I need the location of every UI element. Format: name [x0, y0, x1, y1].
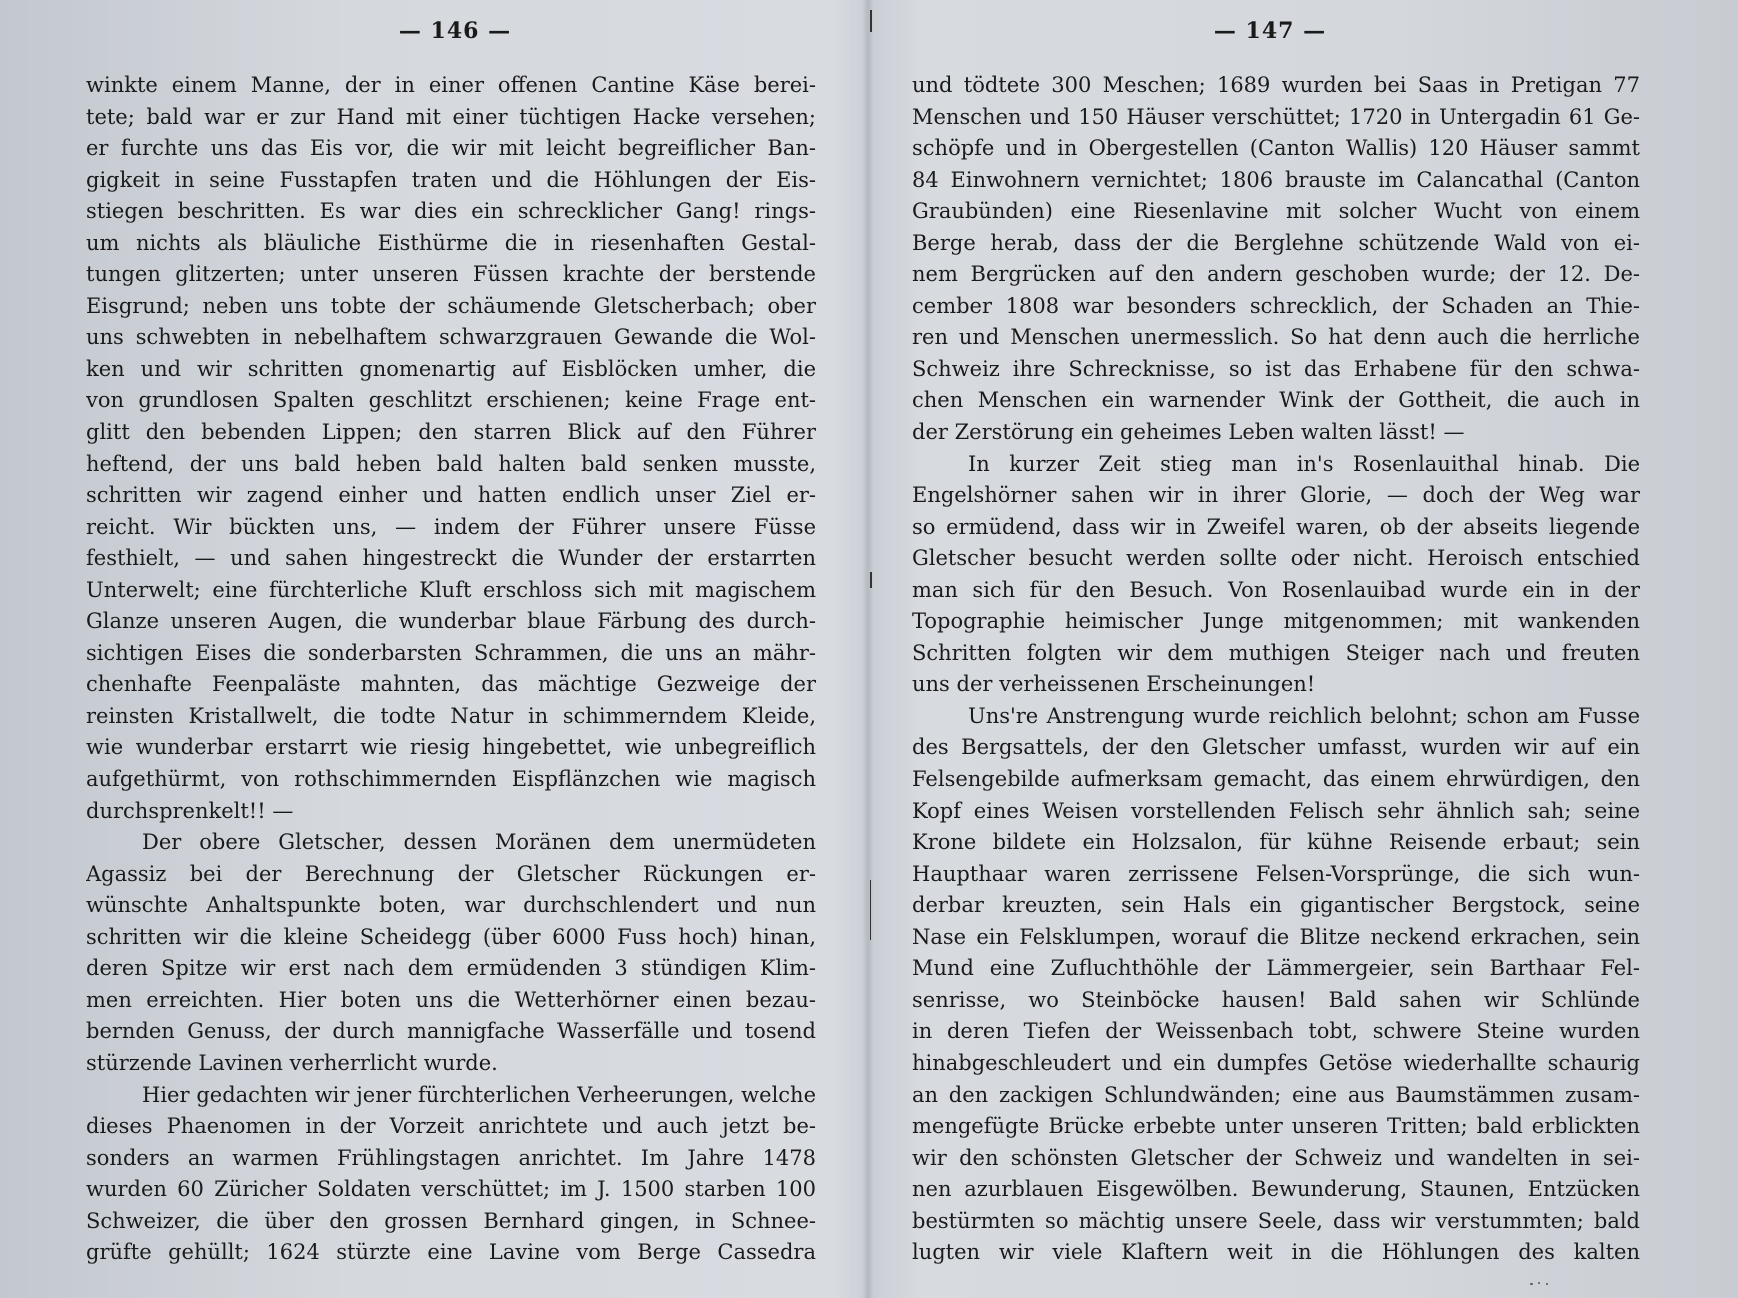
text-line: Der obere Gletscher, dessen Moränen dem unermüdeten	[142, 830, 816, 855]
text-line: Gletscher besucht werden sollte oder nicht. Heroisch entschied	[912, 546, 1640, 571]
text-line: aufgethürmt, von rothschimmernden Eispflänzchen wie magisch	[86, 767, 816, 792]
text-line: Mund eine Zufluchthöhle der Lämmergeier, sein Barthaar Fel-	[912, 956, 1640, 981]
left-page-text	[86, 70, 816, 1269]
text-line: chenhafte Feenpaläste mahnten, das mächtige Gezweige der	[86, 672, 816, 697]
text-line: wir den schönsten Gletscher der Schweiz und wandelten in sei-	[912, 1145, 1640, 1170]
text-line: ren und Menschen unermesslich. So hat denn auch die herrliche	[912, 325, 1640, 350]
text-line: mengefügte Brücke erbebte unter unseren Tritten; bald erblickten	[912, 1114, 1640, 1139]
text-line: uns schwebten in nebelhaftem schwarzgrauen Gewande die Wol-	[86, 325, 816, 350]
text-line: tete; bald war er zur Hand mit einer tüchtigen Hacke versehen;	[86, 104, 816, 129]
text-line: uns der verheissenen Erscheinungen!	[912, 672, 1316, 697]
text-line: men erreichten. Hier boten uns die Wetterhörner einen bezau-	[86, 987, 816, 1012]
text-line: Nase ein Felsklumpen, worauf die Blitze neckend erkrachen, sein	[912, 924, 1640, 949]
text-line: wurden 60 Züricher Soldaten verschüttet; im J. 1500 starben 100	[86, 1177, 816, 1202]
text-line: Hier gedachten wir jener fürchterlichen Verheerungen, welche	[142, 1082, 816, 1107]
text-line: schritten wir zagend einher und hatten endlich unser Ziel er-	[86, 483, 816, 508]
text-line: Eisgrund; neben uns tobte der schäumende Gletscherbach; ober	[86, 293, 816, 318]
text-line: gigkeit in seine Fusstapfen traten und die Höhlungen der Eis-	[86, 167, 816, 192]
text-line: Schritten folgten wir dem muthigen Steiger nach und freuten	[912, 640, 1640, 665]
text-line: senrisse, wo Steinböcke hausen! Bald sahen wir Schlünde	[912, 987, 1640, 1012]
text-line: der Zerstörung ein geheimes Leben walten lässt! —	[912, 420, 1465, 445]
text-line: Felsengebilde aufmerksam gemacht, das einem ehrwürdigen, den	[912, 767, 1640, 792]
text-line: man sich für den Besuch. Von Rosenlauibad wurde ein in der	[912, 577, 1640, 602]
text-line: Schweiz ihre Schrecknisse, so ist das Erhabene für den schwa-	[912, 356, 1640, 381]
text-line: tungen glitzerten; unter unseren Füssen krachte der berstende	[86, 262, 816, 287]
text-line: lugten wir viele Klaftern weit in die Höhlungen des kalten	[912, 1240, 1640, 1265]
text-line: durchsprenkelt!! —	[86, 798, 294, 823]
text-line: Glanze unseren Augen, die wunderbar blaue Färbung des durch-	[86, 609, 816, 634]
text-line: reicht. Wir bückten uns, — indem der Führer unsere Füsse	[86, 514, 816, 539]
text-line: in deren Tiefen der Weissenbach tobt, schwere Steine wurden	[912, 1019, 1640, 1044]
text-line: Graubünden) eine Riesenlavine mit solcher Wucht von einem	[912, 199, 1640, 224]
text-line: Uns're Anstrengung wurde reichlich belohnt; schon am Fusse	[968, 703, 1640, 728]
text-line: festhielt, — und sahen hingestreckt die Wunder der erstarrten	[86, 546, 816, 571]
text-line: Haupthaar waren zerrissene Felsen-Vorsprünge, die sich wun-	[912, 861, 1640, 886]
text-line: sonders an warmen Frühlingstagen anrichtet. Im Jahre 1478	[86, 1145, 816, 1170]
text-line: winkte einem Manne, der in einer offenen Cantine Käse berei-	[86, 73, 816, 97]
text-line: Unterwelt; eine fürchterliche Kluft erschloss sich mit magischem	[86, 577, 816, 602]
text-line: reinsten Kristallwelt, die todte Natur in schimmerndem Kleide,	[86, 703, 816, 728]
text-line: Engelshörner sahen wir in ihrer Glorie, — doch der Weg war	[912, 483, 1640, 508]
text-line: ken und wir schritten gnomenartig auf Eisblöcken umher, die	[86, 356, 816, 381]
text-line: stürzende Lavinen verherrlicht wurde.	[86, 1050, 498, 1075]
text-line: so ermüdend, dass wir in Zweifel waren, ob der abseits liegende	[912, 514, 1640, 539]
text-line: Berge herab, dass der die Berglehne schützende Wald von ei-	[912, 230, 1640, 255]
text-line: an den zackigen Schlundwänden; eine aus Baumstämmen zusam-	[912, 1082, 1640, 1107]
text-line: cember 1808 war besonders schrecklich, der Schaden an Thie-	[912, 293, 1640, 318]
text-line: nen azurblauen Eisgewölben. Bewunderung, Staunen, Entzücken	[912, 1177, 1640, 1202]
text-line: Krone bildete ein Holzsalon, für kühne Reisende erbaut; sein	[912, 830, 1640, 855]
left-page-number: — 146 —	[398, 18, 512, 44]
text-line: hinabgeschleudert und ein dumpfes Getöse wiederhallte schaurig	[912, 1050, 1640, 1075]
text-line: 84 Einwohnern vernichtet; 1806 brauste im Calancathal (Canton	[912, 167, 1640, 192]
text-line: deren Spitze wir erst nach dem ermüdenden 3 stündigen Klim-	[86, 956, 816, 981]
text-line: chen Menschen ein warnender Wink der Gottheit, die auch in	[912, 388, 1640, 413]
text-line: heftend, der uns bald heben bald halten bald senken musste,	[86, 451, 816, 476]
text-line: schritten wir die kleine Scheidegg (über 6000 Fuss hoch) hinan,	[86, 924, 816, 949]
ink-speck	[1538, 1282, 1540, 1284]
ink-speck	[1530, 1283, 1533, 1285]
text-line: nem Bergrücken auf den andern geschoben wurde; der 12. De-	[912, 262, 1640, 287]
text-line: sichtigen Eises die sonderbarsten Schrammen, die uns an mähr-	[86, 640, 816, 665]
text-line: Kopf eines Weisen vorstellenden Felisch sehr ähnlich sah; seine	[912, 798, 1640, 823]
text-line: um nichts als bläuliche Eisthürme die in riesenhaften Gestal-	[86, 230, 816, 255]
text-line: In kurzer Zeit stieg man in's Rosenlauithal hinab. Die	[968, 451, 1640, 476]
text-line: bestürmten so mächtig unsere Seele, dass wir verstummten; bald	[912, 1208, 1640, 1233]
text-line: schöpfe und in Obergestellen (Canton Wallis) 120 Häuser sammt	[912, 136, 1640, 161]
text-line: stiegen beschritten. Es war dies ein schrecklicher Gang! rings-	[86, 199, 816, 224]
text-line: grüfte gehüllt; 1624 stürzte eine Lavine vom Berge Cassedra	[86, 1240, 816, 1265]
text-line: derbar kreuzten, sein Hals ein gigantischer Bergstock, seine	[912, 893, 1640, 918]
text-line: glitt den bebenden Lippen; den starren Blick auf den Führer	[86, 420, 816, 445]
right-page	[868, 0, 1738, 1298]
text-line: Schweizer, die über den grossen Bernhard gingen, in Schnee-	[86, 1208, 816, 1233]
text-line: er furchte uns das Eis vor, die wir mit leicht begreiflicher Ban-	[86, 136, 816, 161]
text-line: dieses Phaenomen in der Vorzeit anrichtete und auch jetzt be-	[86, 1114, 816, 1139]
ink-speck	[1546, 1283, 1548, 1285]
right-page-number: — 147 —	[1213, 18, 1327, 44]
text-line: Agassiz bei der Berechnung der Gletscher Rückungen er-	[86, 861, 816, 886]
text-line: Topographie heimischer Junge mitgenommen; mit wankenden	[912, 609, 1640, 634]
text-line: Menschen und 150 Häuser verschüttet; 1720 in Untergadin 61 Ge-	[912, 104, 1640, 129]
left-page	[0, 0, 868, 1298]
text-line: wie wunderbar erstarrt wie riesig hingebettet, wie unbegreiflich	[86, 735, 816, 760]
right-page-text	[912, 70, 1640, 1269]
text-line: von grundlosen Spalten geschlitzt erschienen; keine Frage ent-	[86, 388, 816, 413]
text-line: wünschte Anhaltspunkte boten, war durchschlendert und nun	[86, 893, 816, 918]
text-line: bernden Genuss, der durch mannigfache Wasserfälle und tosend	[86, 1019, 816, 1044]
text-line: des Bergsattels, der den Gletscher umfasst, wurden wir auf ein	[912, 735, 1640, 760]
text-line: und tödtete 300 Meschen; 1689 wurden bei Saas in Pretigan 77	[912, 73, 1640, 97]
